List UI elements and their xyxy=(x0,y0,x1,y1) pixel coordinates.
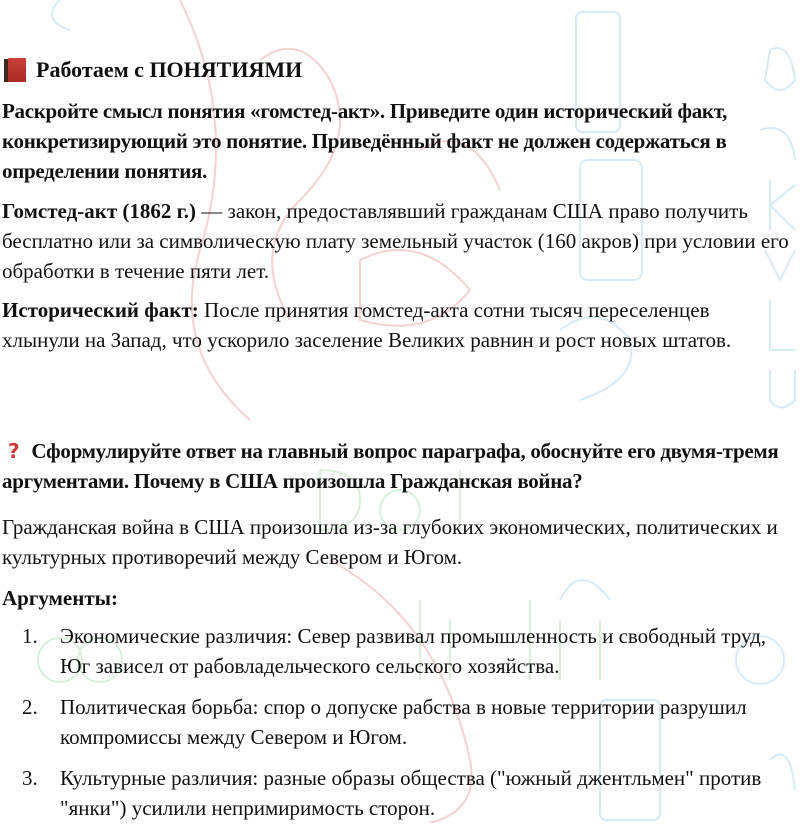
historical-fact-paragraph xyxy=(2,295,790,355)
task-prompt: Раскройте смысл понятия «гомстед-акт». Приведите один исторический факт, конкретизирующий это понятие. Приведённый факт не должен содержаться в определении понятия. xyxy=(2,99,728,183)
question-icon: ? xyxy=(8,439,20,463)
definition-term: Гомстед-акт (1862 г.) xyxy=(2,199,197,223)
fact-text: После принятия гомстед-акта сотни тысяч переселенцев хлынули на Запад, что ускорило заселение Великих равнин и рост новых штатов. xyxy=(2,298,732,352)
list-item-text: Культурные различия: разные образы общества ("южный джентльмен" против "янки") усилили непримиримость сторон. xyxy=(60,766,762,820)
list-item xyxy=(0,763,790,823)
definition-paragraph xyxy=(2,196,790,286)
arguments-list xyxy=(0,621,790,834)
list-item-text: Политическая борьба: спор о допуске рабства в новые территории разрушил компромиссы между Севером и Югом. xyxy=(60,695,747,749)
main-question xyxy=(2,436,796,496)
list-item xyxy=(0,692,790,752)
answer-paragraph: Гражданская война в США произошла из-за глубоких экономических, политических и культурных противоречий между Севером и Югом. xyxy=(2,515,778,569)
question-text: Сформулируйте ответ на главный вопрос параграфа, обоснуйте его двумя-тремя аргументами. Почему в США произошла Гражданская война? xyxy=(2,439,779,493)
list-item xyxy=(0,621,790,681)
definition-dash: — xyxy=(196,199,228,223)
section-title-text: Работаем с ПОНЯТИЯМИ xyxy=(36,57,303,82)
list-item-text: Экономические различия: Север развивал промышленность и свободный труд, Юг зависел от рабовладельческого сельского хозяйства. xyxy=(60,624,767,678)
list-item-number: 1. xyxy=(22,624,38,648)
fact-label: Исторический факт: xyxy=(2,298,199,322)
book-icon xyxy=(4,58,26,82)
section-heading xyxy=(4,56,302,84)
list-item-number: 3. xyxy=(22,766,38,790)
definition-text: закон, предоставлявший гражданам США право получить бесплатно или за символическую плату земельный участок (160 акров) при условии его обработки в течение пяти лет. xyxy=(2,199,789,283)
list-item-number: 2. xyxy=(22,695,38,719)
arguments-title: Аргументы: xyxy=(2,586,119,610)
